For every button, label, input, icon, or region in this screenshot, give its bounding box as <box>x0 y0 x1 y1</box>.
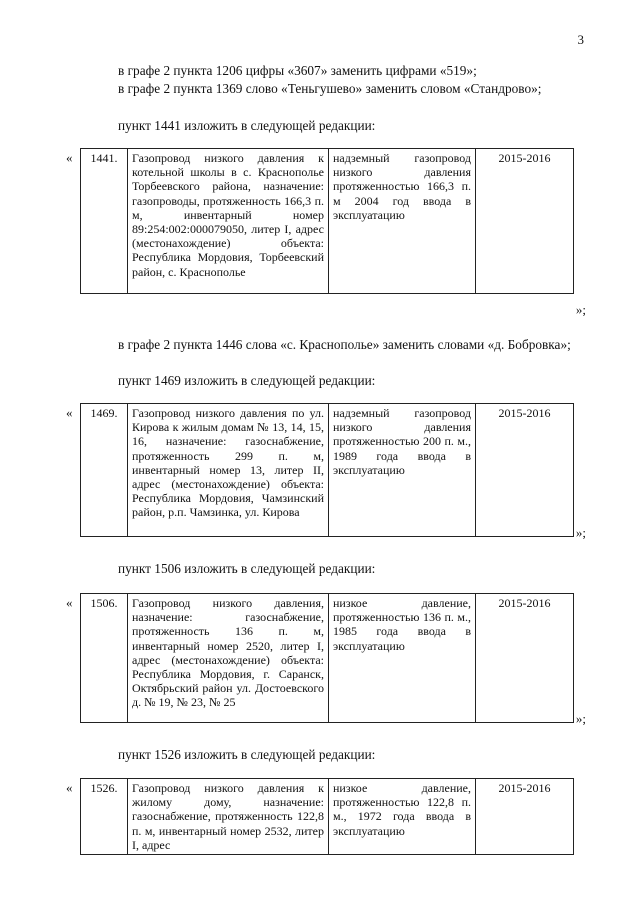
entry-number: 1506. <box>81 594 128 723</box>
table-row <box>81 779 574 855</box>
table-row <box>81 594 574 723</box>
quote-open-1441: « <box>66 150 73 165</box>
amendment-1446: в графе 2 пункта 1446 слова «с. Краснополье» заменить словами «д. Бобровка»; <box>118 337 571 352</box>
table-row <box>81 149 574 294</box>
clause-1526-heading: пункт 1526 изложить в следующей редакции: <box>118 747 376 762</box>
quote-open-1506: « <box>66 595 73 610</box>
entry-description: Газопровод низкого давления, назначение: газоснабжение, протяженность 136 п. м, инвентарный номер 2520, литер I, адрес (местонахождение) объекта: Республика Мордовия, г. Саранск, Октябрьский район ул. Достоевского д. № 19, № 23, № 25 <box>128 594 329 723</box>
quote-close-1469: »; <box>575 525 586 540</box>
entry-description: Газопровод низкого давления к жилому дому, назначение: газоснабжение, протяженность 122,8 п. м, инвентарный номер 2532, литер I, адрес <box>128 779 329 855</box>
entry-state: надземный газопровод низкого давления протяженностью 166,3 п. м 2004 год ввода в эксплуатацию <box>329 149 476 294</box>
entry-description: Газопровод низкого давления по ул. Кирова к жилым домам № 13, 14, 15, 16, назначение: газоснабжение, протяженность 299 п. м, инвентарный номер 13, литер II, адрес (местонахождение) объекта: Республика Мордовия, Чамзинский район, р.п. Чамзинка, ул. Кирова <box>128 404 329 537</box>
quote-close-1441: »; <box>575 302 586 317</box>
entry-period: 2015-2016 <box>476 594 574 723</box>
entry-number: 1526. <box>81 779 128 855</box>
quote-open-1526: « <box>66 780 73 795</box>
clause-1469-heading: пункт 1469 изложить в следующей редакции: <box>118 373 376 388</box>
table-row <box>81 404 574 537</box>
entry-state: надземный газопровод низкого давления протяженностью 200 п. м., 1989 года ввода в эксплуатацию <box>329 404 476 537</box>
clause-1441-heading: пункт 1441 изложить в следующей редакции: <box>118 118 376 133</box>
amendment-1369: в графе 2 пункта 1369 слово «Теньгушево» заменить словом «Стандрово»; <box>118 81 542 96</box>
entry-period: 2015-2016 <box>476 149 574 294</box>
quote-close-1506: »; <box>575 711 586 726</box>
entry-number: 1441. <box>81 149 128 294</box>
page-number: 3 <box>577 32 584 47</box>
quote-open-1469: « <box>66 405 73 420</box>
amendment-1206: в графе 2 пункта 1206 цифры «3607» заменить цифрами «519»; <box>118 63 477 78</box>
entry-description: Газопровод низкого давления к котельной школы в с. Краснополье Торбеевского района, назначение: газопроводы, протяженность 166,3 п. м, инвентарный номер 89:254:002:000079050, литер I, адрес (местонахождение) объекта: Республика Мордовия, Торбеевский район, с. Краснополье <box>128 149 329 294</box>
entry-table-1469 <box>80 403 574 537</box>
entry-table-1506 <box>80 593 574 723</box>
clause-1506-heading: пункт 1506 изложить в следующей редакции: <box>118 561 376 576</box>
entry-table-1441 <box>80 148 574 294</box>
entry-period: 2015-2016 <box>476 404 574 537</box>
entry-number: 1469. <box>81 404 128 537</box>
entry-period: 2015-2016 <box>476 779 574 855</box>
entry-state: низкое давление, протяженностью 136 п. м., 1985 года ввода в эксплуатацию <box>329 594 476 723</box>
entry-table-1526 <box>80 778 574 855</box>
entry-state: низкое давление, протяженностью 122,8 п. м., 1972 года ввода в эксплуатацию <box>329 779 476 855</box>
